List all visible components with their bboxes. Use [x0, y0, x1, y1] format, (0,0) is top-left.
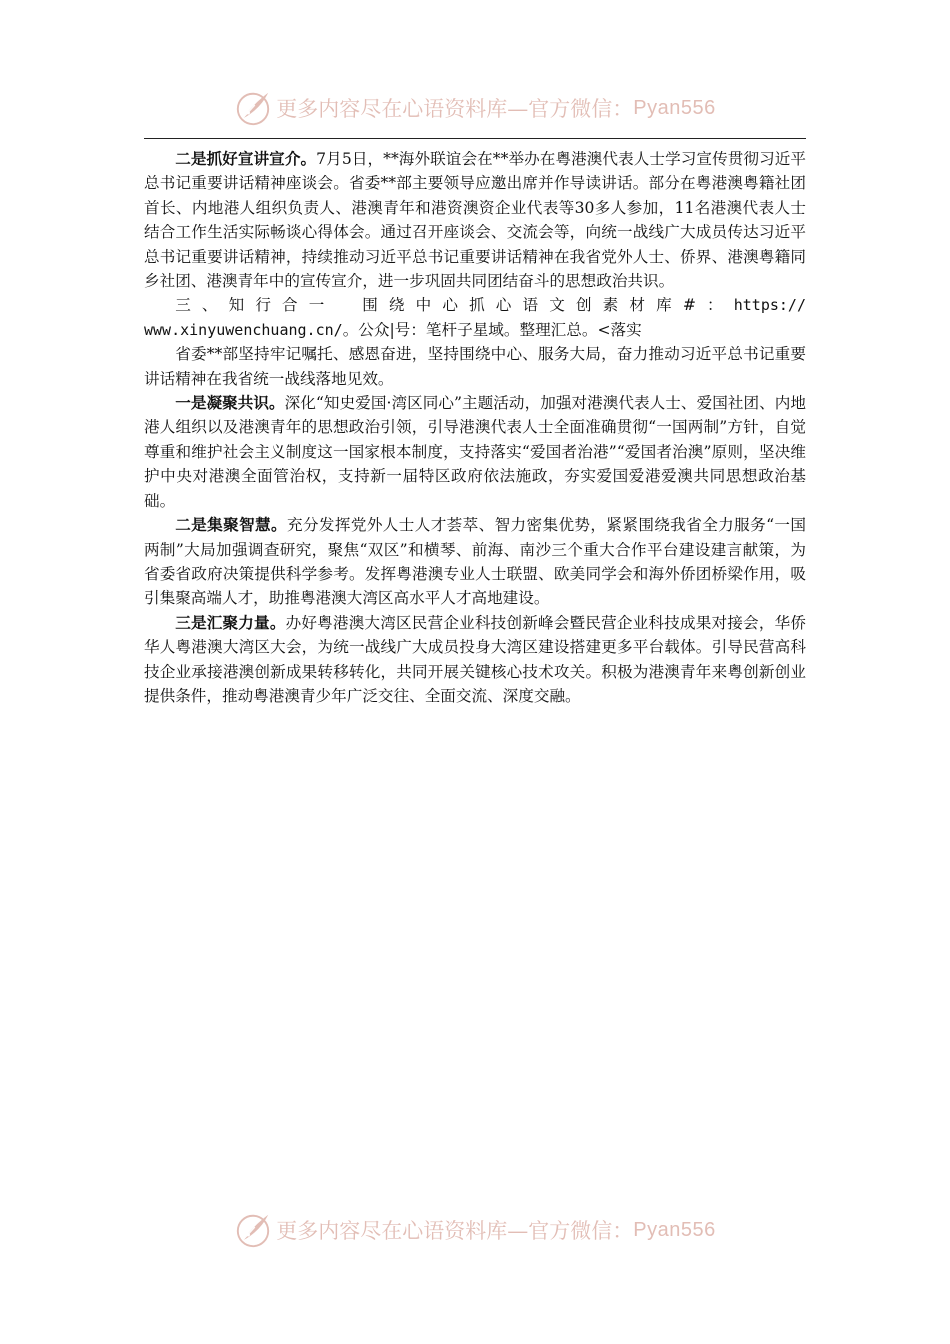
footer-watermark — [0, 1208, 950, 1252]
watermark-text: 更多内容尽在心语资料库—官方微信： — [276, 97, 634, 121]
header-watermark — [0, 86, 950, 130]
paragraph-lead: 二是集聚智慧。 — [175, 515, 287, 535]
paragraph-strength — [144, 611, 806, 709]
heading-tail: 。公众|号：笔杆子星域。整理汇总。<落实 — [342, 320, 642, 339]
paragraph-lead: 三是汇聚力量。 — [175, 612, 286, 632]
paragraph-intro — [144, 342, 806, 391]
watermark-account: Pyan556 — [633, 96, 716, 119]
paragraph-publicity — [144, 147, 806, 293]
quill-circle-logo-icon — [234, 1211, 272, 1249]
paragraph-text: 办好粤港澳大湾区民营企业科技创新峰会暨民营企业科技成果对接会，华侨华人粤港澳大湾区大会，为统一战线广大成员投身大湾区建设搭建更多平台载体。引导民营高科技企业承接港澳创新成果转移转化，共同开展关键核心技术攻关。积极为港澳青年来粤创新创业提供条件，推动粤港澳青少年广泛交往、全面交流、深度交融。 — [144, 613, 806, 705]
quill-circle-logo-icon — [234, 89, 272, 127]
paragraph-wisdom — [144, 513, 806, 611]
document-body — [144, 147, 806, 708]
watermark-text: 更多内容尽在心语资料库—官方微信： — [276, 1219, 634, 1243]
url-part-1: https:// — [733, 296, 806, 315]
url-part-2: www.xinyuwenchuang.cn/ — [144, 320, 343, 339]
paragraph-lead: 二是抓好宣讲宣介。 — [175, 149, 317, 168]
section-heading — [144, 293, 806, 342]
paragraph-consensus — [144, 391, 806, 513]
paragraph-lead: 一是凝聚共识。 — [175, 393, 285, 413]
paragraph-text: 7月5日，**海外联谊会在**举办在粤港澳代表人士学习宣传贯彻习近平总书记重要讲话精神座谈会。省委**部主要领导应邀出席并作导读讲话。部分在粤港澳粤籍社团首长、内地港人组织负责人、港澳青年和港资澳资企业代表等30多人参加，11名港澳代表人士结合工作生活实际畅谈心得体会。通过召开座谈会、交流会等，向统一战线广大成员传达习近平总书记重要讲话精神，持续推动习近平总书记重要讲话精神在我省党外人士、侨界、港澳粤籍同乡社团、港澳青年中的宣传宣介，进一步巩固共同团结奋斗的思想政治共识。 — [144, 150, 806, 291]
watermark-account: Pyan556 — [633, 1218, 716, 1241]
paragraph-text: 深化“知史爱国·湾区同心”主题活动，加强对港澳代表人士、爱国社团、内地港人组织以及港澳青年的思想政治引领，引导港澳代表人士全面准确贯彻“一国两制”方针，自觉尊重和维护社会主义制度这一国家根本制度，支持落实“爱国者治港”“爱国者治澳”原则，坚决维护中央对港澳全面管治权，支持新一届特区政府依法施政，夯实爱国爱港爱澳共同思想政治基础。 — [144, 394, 806, 510]
section-heading-text: 三、知行合一 围绕中心抓心语文创素材库#： — [175, 296, 734, 315]
paragraph-text: 省委**部坚持牢记嘱托、感恩奋进，坚持围绕中心、服务大局，奋力推动习近平总书记重要讲话精神在我省统一战线落地见效。 — [144, 345, 806, 388]
paragraph-text: 充分发挥党外人士人才荟萃、智力密集优势，紧紧围绕我省全力服务“一国两制”大局加强调查研究，聚焦“双区”和横琴、前海、南沙三个重大合作平台建设建言献策，为省委省政府决策提供科学参考。发挥粤港澳专业人士联盟、欧美同学会和海外侨团桥梁作用，吸引集聚高端人才，助推粤港澳大湾区高水平人才高地建设。 — [144, 516, 806, 608]
header-rule — [144, 138, 806, 139]
